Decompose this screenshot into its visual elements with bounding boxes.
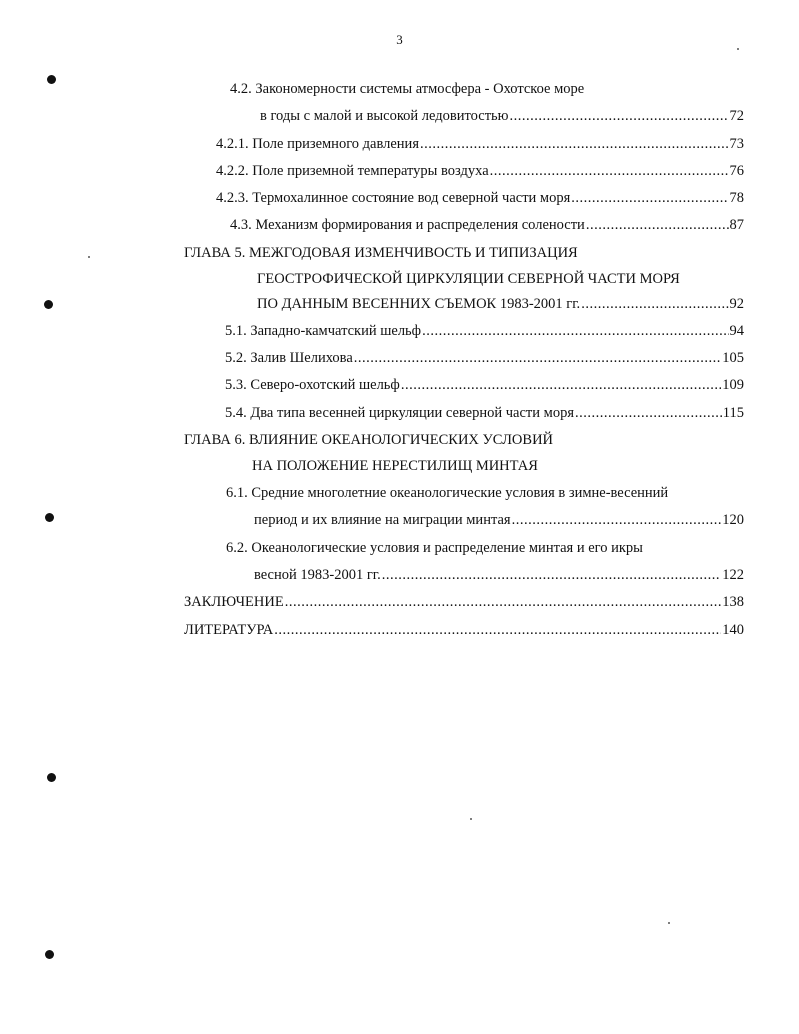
toc-entry-5-4 xyxy=(225,404,744,422)
toc-chapter-5-line2: ГЕОСТРОФИЧЕСКОЙ ЦИРКУЛЯЦИИ СЕВЕРНОЙ ЧАСТИ МОРЯ xyxy=(257,271,680,287)
toc-entry-5-2 xyxy=(225,349,744,367)
binding-hole xyxy=(45,513,54,522)
scan-speck xyxy=(668,922,670,924)
toc-chapter-6-line1: ГЛАВА 6. ВЛИЯНИЕ ОКЕАНОЛОГИЧЕСКИХ УСЛОВИЙ xyxy=(184,432,554,448)
leader-dots xyxy=(354,349,721,367)
toc-entry-6-2 xyxy=(254,566,744,584)
toc-page-number: 76 xyxy=(729,163,744,179)
toc-page-number: 140 xyxy=(722,622,744,638)
toc-entry-title: 5.3. Северо-охотский шельф xyxy=(225,377,400,393)
toc-6-2-line1: 6.2. Океанологические условия и распределение минтая и его икры xyxy=(226,540,643,556)
toc-4-2-line1: 4.2. Закономерности системы атмосфера - Охотское море xyxy=(230,81,585,97)
toc-page-number: 73 xyxy=(729,136,744,152)
toc-entry-title: 5.4. Два типа весенней циркуляции северной части моря xyxy=(225,405,574,421)
toc-page-number: 87 xyxy=(729,217,744,233)
binding-hole xyxy=(44,300,53,309)
toc-page-number: 78 xyxy=(729,190,744,206)
toc-entry-6-1 xyxy=(254,511,744,529)
page-number: 3 xyxy=(396,32,403,47)
toc-entry-title: весной 1983-2001 гг. xyxy=(254,567,381,583)
toc-entry-4-2-2 xyxy=(216,162,744,180)
binding-hole xyxy=(47,773,56,782)
scan-speck xyxy=(88,256,90,258)
toc-page-number: 122 xyxy=(722,567,744,583)
toc-page-number: 109 xyxy=(722,377,744,393)
leader-dots xyxy=(274,621,721,639)
toc-chapter-6-line2: НА ПОЛОЖЕНИЕ НЕРЕСТИЛИЩ МИНТАЯ xyxy=(252,458,538,474)
toc-entry-4-2-3 xyxy=(216,189,744,207)
binding-hole xyxy=(47,75,56,84)
leader-dots xyxy=(490,162,729,180)
toc-entry-title: 5.1. Западно-камчатский шельф xyxy=(225,323,422,339)
leader-dots xyxy=(422,322,728,340)
leader-dots xyxy=(581,295,728,313)
toc-entry-4-2-1 xyxy=(216,135,744,153)
toc-entry-title: 4.2.2. Поле приземной температуры воздуха xyxy=(216,163,489,179)
toc-entry-chapter-5 xyxy=(257,295,744,313)
toc-entry-4-2 xyxy=(260,107,744,125)
toc-entry-conclusion xyxy=(184,593,744,611)
toc-page-number: 72 xyxy=(729,108,744,124)
toc-entry-title: ЗАКЛЮЧЕНИЕ xyxy=(184,594,284,610)
toc-entry-literature xyxy=(184,621,744,639)
toc-entry-5-3 xyxy=(225,376,744,394)
toc-page-number: 92 xyxy=(729,296,744,312)
leader-dots xyxy=(285,593,722,611)
leader-dots xyxy=(575,404,722,422)
toc-entry-title: 4.2.1. Поле приземного давления xyxy=(216,136,419,152)
toc-entry-title: 4.3. Механизм формирования и распределения солености xyxy=(230,217,585,233)
leader-dots xyxy=(401,376,721,394)
toc-entry-title: 4.2.3. Термохалинное состояние вод северной части моря xyxy=(216,190,571,206)
toc-page-number: 138 xyxy=(722,594,744,610)
toc-entry-title: ЛИТЕРАТУРА xyxy=(184,622,274,638)
leader-dots xyxy=(512,511,722,529)
leader-dots xyxy=(420,135,729,153)
scan-speck xyxy=(737,48,739,50)
toc-page-number: 115 xyxy=(722,405,744,421)
toc-chapter-5-line1: ГЛАВА 5. МЕЖГОДОВАЯ ИЗМЕНЧИВОСТЬ И ТИПИЗАЦИЯ xyxy=(184,245,578,261)
toc-page-number: 120 xyxy=(722,512,744,528)
toc-6-1-line1: 6.1. Средние многолетние океанологические условия в зимне-весенний xyxy=(226,485,669,501)
toc-page-number: 94 xyxy=(729,323,744,339)
scan-speck xyxy=(470,818,472,820)
binding-hole xyxy=(45,950,54,959)
toc-entry-4-3 xyxy=(230,216,744,234)
toc-entry-title: 5.2. Залив Шелихова xyxy=(225,350,353,366)
toc-entry-5-1 xyxy=(225,322,744,340)
leader-dots xyxy=(382,566,722,584)
leader-dots xyxy=(571,189,728,207)
toc-entry-title: период и их влияние на миграции минтая xyxy=(254,512,511,528)
toc-entry-title: в годы с малой и высокой ледовитостью xyxy=(260,108,509,124)
leader-dots xyxy=(586,216,729,234)
leader-dots xyxy=(510,107,729,125)
toc-entry-title: ПО ДАННЫМ ВЕСЕННИХ СЪЕМОК 1983-2001 гг. xyxy=(257,296,581,312)
toc-page-number: 105 xyxy=(722,350,744,366)
